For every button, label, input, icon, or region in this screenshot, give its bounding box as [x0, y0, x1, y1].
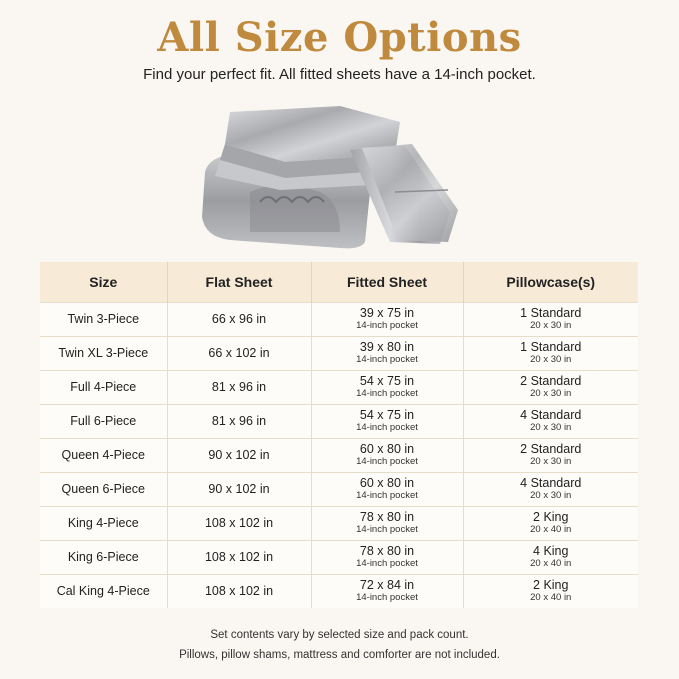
pillowcase-cell-detail: 20 x 30 in	[530, 354, 572, 365]
pillowcase-cell-value: 1 Standard	[520, 340, 582, 354]
table-row	[40, 370, 638, 404]
fitted-sheet-cell-detail: 14-inch pocket	[356, 456, 418, 467]
table-row	[40, 574, 638, 608]
pillowcase-cell	[463, 404, 638, 438]
pillowcase-cell	[463, 540, 638, 574]
pillowcase-cell	[463, 506, 638, 540]
fitted-sheet-cell-detail: 14-inch pocket	[356, 592, 418, 604]
footnote-not-included: Pillows, pillow shams, mattress and comforter are not included.	[179, 649, 500, 661]
fitted-sheet-cell-value: 72 x 84 in	[359, 578, 415, 593]
fitted-sheet-cell	[311, 336, 463, 370]
pillowcase-cell-value: 4 King	[533, 544, 569, 558]
header-pillowcases: Pillowcase(s)	[463, 262, 638, 302]
fitted-sheet-cell-detail: 14-inch pocket	[356, 388, 418, 399]
pillowcase-cell-value: 2 Standard	[520, 374, 582, 388]
pillowcase-cell-value: 4 Standard	[520, 476, 582, 490]
size-cell-value: Queen 6-Piece	[61, 481, 145, 496]
size-cell-value: Twin XL 3-Piece	[58, 345, 149, 360]
flat-sheet-cell-value: 108 x 102 in	[204, 515, 274, 530]
pillowcase-cell-detail: 20 x 30 in	[530, 490, 572, 501]
flat-sheet-cell-value: 108 x 102 in	[204, 549, 274, 564]
table-row	[40, 506, 638, 540]
pillowcase-cell-detail: 20 x 30 in	[530, 320, 572, 331]
pillowcase-cell-value: 2 King	[533, 578, 569, 593]
fitted-sheet-cell-value: 54 x 75 in	[359, 408, 415, 422]
page-title: All Size Options	[157, 14, 522, 61]
flat-sheet-cell	[167, 574, 311, 608]
pillowcase-cell-detail: 20 x 40 in	[530, 524, 572, 535]
pillowcase-cell-value: 1 Standard	[520, 306, 582, 320]
fitted-sheet-cell	[311, 302, 463, 336]
footnote-set-contents: Set contents vary by selected size and pack count.	[210, 629, 469, 641]
size-cell	[40, 506, 167, 540]
size-cell	[40, 370, 167, 404]
fitted-sheet-cell-detail: 14-inch pocket	[356, 558, 418, 569]
size-cell-value: Queen 4-Piece	[61, 447, 145, 462]
flat-sheet-cell-value: 81 x 96 in	[211, 413, 267, 428]
page-subtitle: Find your perfect fit. All fitted sheets have a 14-inch pocket.	[143, 66, 536, 83]
size-cell	[40, 540, 167, 574]
fitted-sheet-cell	[311, 370, 463, 404]
table-row	[40, 438, 638, 472]
pillowcase-cell	[463, 302, 638, 336]
flat-sheet-cell	[167, 370, 311, 404]
pillowcase-cell-value: 2 King	[533, 510, 569, 524]
size-cell-value: Full 4-Piece	[70, 379, 137, 394]
pillowcase-cell	[463, 370, 638, 404]
fitted-sheet-cell-detail: 14-inch pocket	[356, 320, 418, 331]
pillowcase-cell-value: 2 Standard	[520, 442, 582, 456]
size-cell-value: Twin 3-Piece	[67, 311, 140, 326]
flat-sheet-cell-value: 81 x 96 in	[211, 379, 267, 394]
table-row	[40, 540, 638, 574]
flat-sheet-cell	[167, 404, 311, 438]
pillowcase-cell-value: 4 Standard	[520, 408, 582, 422]
fitted-sheet-cell-value: 78 x 80 in	[359, 544, 415, 558]
flat-sheet-cell-value: 90 x 102 in	[208, 447, 270, 462]
fitted-sheet-cell	[311, 506, 463, 540]
fitted-sheet-cell-detail: 14-inch pocket	[356, 490, 418, 501]
size-cell	[40, 438, 167, 472]
flat-sheet-cell-value: 66 x 96 in	[211, 311, 267, 326]
flat-sheet-cell-value: 66 x 102 in	[208, 345, 270, 360]
header-size: Size	[40, 262, 167, 302]
size-cell-value: Cal King 4-Piece	[56, 583, 150, 598]
fitted-sheet-cell-value: 60 x 80 in	[359, 442, 415, 456]
table-row	[40, 336, 638, 370]
pillowcase-cell-detail: 20 x 40 in	[530, 592, 572, 604]
flat-sheet-cell	[167, 336, 311, 370]
pillowcase-cell	[463, 574, 638, 608]
fitted-sheet-cell-value: 78 x 80 in	[359, 510, 415, 524]
table-row	[40, 404, 638, 438]
pillowcase-cell-detail: 20 x 30 in	[530, 388, 572, 399]
fitted-sheet-cell-detail: 14-inch pocket	[356, 354, 418, 365]
header-fitted-sheet: Fitted Sheet	[311, 262, 463, 302]
fitted-sheet-cell-value: 39 x 80 in	[359, 340, 415, 354]
fitted-sheet-cell	[311, 404, 463, 438]
pillowcase-cell	[463, 336, 638, 370]
flat-sheet-cell	[167, 302, 311, 336]
fitted-sheet-cell-value: 39 x 75 in	[359, 306, 415, 320]
fitted-sheet-cell-value: 54 x 75 in	[359, 374, 415, 388]
pillowcase-cell	[463, 472, 638, 506]
flat-sheet-cell	[167, 506, 311, 540]
size-cell	[40, 404, 167, 438]
table-header-row	[40, 262, 638, 302]
fitted-sheet-cell-value: 60 x 80 in	[359, 476, 415, 490]
size-cell	[40, 574, 167, 608]
pillowcase-cell-detail: 20 x 30 in	[530, 422, 572, 433]
flat-sheet-cell	[167, 472, 311, 506]
table-row	[40, 302, 638, 336]
satin-sheet-set-image	[190, 92, 490, 252]
size-cell-value: Full 6-Piece	[70, 413, 137, 428]
flat-sheet-cell	[167, 540, 311, 574]
size-cell	[40, 336, 167, 370]
size-options-table	[40, 262, 638, 608]
flat-sheet-cell-value: 108 x 102 in	[204, 583, 274, 598]
pillowcase-cell-detail: 20 x 30 in	[530, 456, 572, 467]
pillowcase-cell	[463, 438, 638, 472]
table-row	[40, 472, 638, 506]
fitted-sheet-cell	[311, 574, 463, 608]
pillowcase-cell-detail: 20 x 40 in	[530, 558, 572, 569]
size-cell-value: King 6-Piece	[67, 549, 139, 564]
fitted-sheet-cell	[311, 438, 463, 472]
fitted-sheet-cell	[311, 540, 463, 574]
header-flat-sheet: Flat Sheet	[167, 262, 311, 302]
fitted-sheet-cell-detail: 14-inch pocket	[356, 524, 418, 535]
flat-sheet-cell-value: 90 x 102 in	[208, 481, 270, 496]
size-cell	[40, 302, 167, 336]
size-cell-value: King 4-Piece	[67, 515, 139, 530]
flat-sheet-cell	[167, 438, 311, 472]
size-cell	[40, 472, 167, 506]
fitted-sheet-cell	[311, 472, 463, 506]
sheet-set-illustration	[190, 92, 490, 252]
fitted-sheet-cell-detail: 14-inch pocket	[356, 422, 418, 433]
